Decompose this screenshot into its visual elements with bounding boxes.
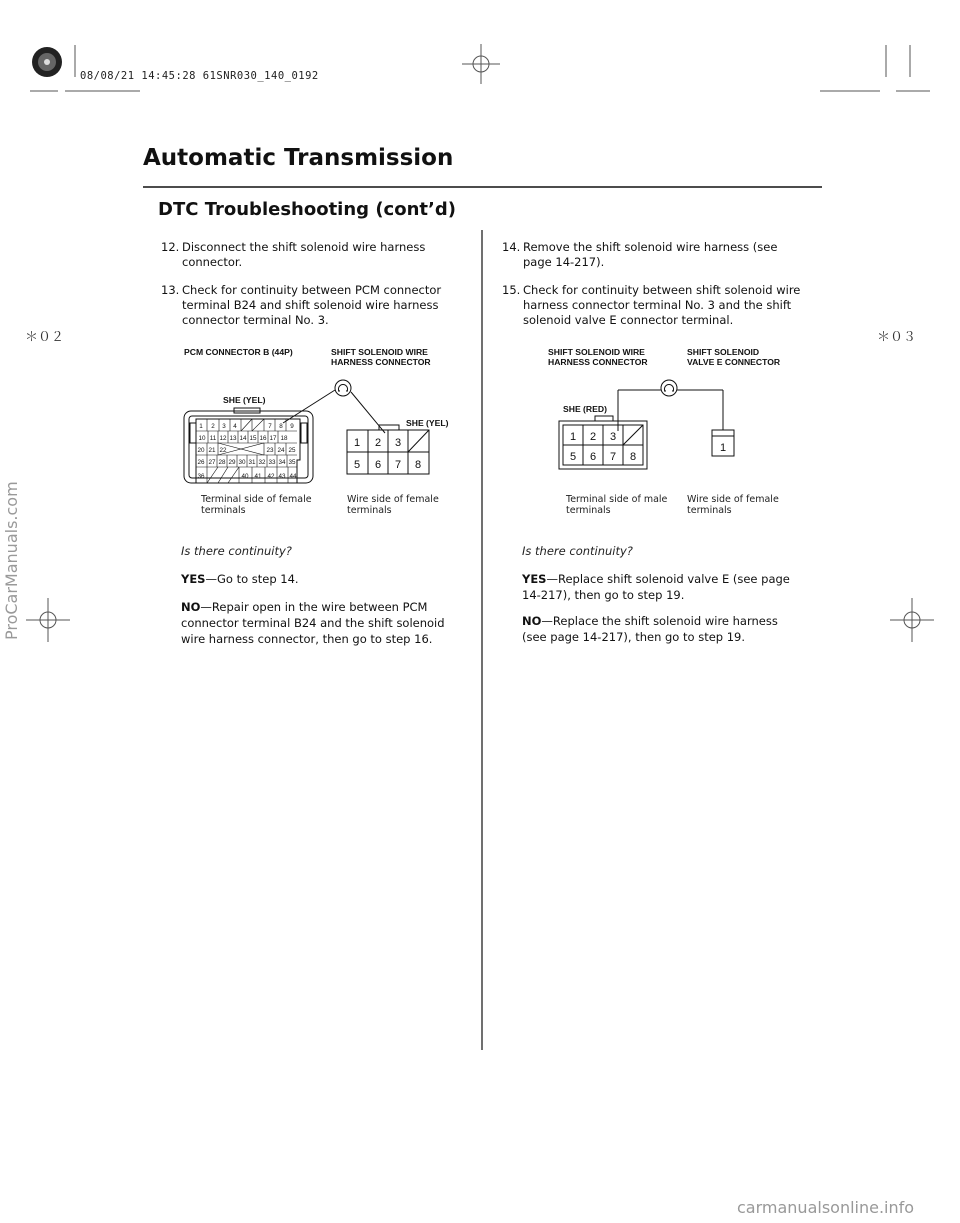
pcm-pin: 24 [277, 447, 285, 454]
yes-label: YES [181, 572, 206, 586]
valve-connector-label: SHIFT SOLENOID VALVE E CONNECTOR [687, 347, 781, 367]
pcm-pin: 31 [248, 459, 256, 466]
answer-no: NO—Replace the shift solenoid wire harness (see page 14-217), then go to step 19. [522, 614, 778, 644]
pcm-pin: 10 [198, 435, 206, 442]
pcm-pin: 34 [278, 459, 286, 466]
continuity-question: Is there continuity? [522, 544, 633, 558]
note-terminal-side: Terminal side of female terminals [201, 494, 312, 516]
harness-pin: 8 [629, 451, 637, 463]
pcm-pin: 7 [268, 423, 272, 430]
pcm-pin: 28 [218, 459, 226, 466]
step-12 [161, 240, 451, 270]
answer-yes: YES—Go to step 14. [181, 572, 299, 586]
note-wire-side: Wire side of female terminals [687, 494, 779, 516]
section-title: DTC Troubleshooting (cont’d) [158, 199, 456, 220]
pcm-pin: 42 [267, 473, 275, 480]
step-text: Check for continuity between shift solenoid wire harness connector terminal No. 3 and the shift solenoid valve E connector terminal. [523, 283, 801, 327]
ref-mark-right: ＊０３ [877, 330, 917, 345]
pcm-pin: 8 [279, 423, 283, 430]
no-label: NO [522, 614, 542, 628]
no-label: NO [181, 600, 201, 614]
footer-watermark: carmanualsonline.info [737, 1198, 915, 1217]
pcm-pin: 15 [249, 435, 257, 442]
harness-pin: 2 [374, 437, 382, 449]
valve-pin: 1 [719, 442, 727, 454]
step-number: 15. [502, 283, 521, 297]
pcm-pin: 30 [238, 459, 246, 466]
yes-text: Go to step 14. [216, 572, 299, 586]
harness-pin: 1 [353, 437, 361, 449]
pcm-pin: 12 [219, 435, 227, 442]
wire-label-harness: SHE (YEL) [406, 418, 449, 428]
pcm-pin: 41 [254, 473, 262, 480]
print-stamp: 08/08/21 14:45:28 61SNR030_140_0192 [80, 70, 319, 82]
pcm-pin: 33 [268, 459, 276, 466]
pcm-pin: 16 [259, 435, 267, 442]
pcm-pin: 22 [219, 447, 227, 454]
wire-label-pcm: SHE (YEL) [223, 395, 266, 405]
pcm-pin: 13 [229, 435, 237, 442]
harness-pin: 6 [589, 451, 597, 463]
answer-yes: YES—Replace shift solenoid valve E (see page 14-217), then go to step 19. [522, 572, 790, 602]
note-wire-side: Wire side of female terminals [347, 494, 439, 516]
answer-no: NO—Repair open in the wire between PCM connector terminal B24 and the shift solenoid wire harness connector, then go to step 16. [181, 600, 445, 646]
step-text: Disconnect the shift solenoid wire harness connector. [182, 240, 426, 269]
harness-pin: 3 [609, 431, 617, 443]
pcm-pin: 21 [208, 447, 216, 454]
pcm-pin: 2 [211, 423, 215, 430]
harness-pin: 7 [394, 459, 402, 471]
pcm-pin: 36 [197, 473, 205, 480]
pcm-pin: 35 [288, 459, 296, 466]
pcm-pin: 14 [239, 435, 247, 442]
step-14 [502, 240, 802, 270]
pcm-pin: 18 [280, 435, 288, 442]
continuity-question: Is there continuity? [181, 544, 292, 558]
page-title: Automatic Transmission [143, 145, 454, 171]
pcm-pin: 32 [258, 459, 266, 466]
step-13 [161, 283, 451, 328]
yes-label: YES [522, 572, 547, 586]
yes-text: Replace shift solenoid valve E (see page 14-217), then go to step 19. [522, 572, 790, 602]
harness-pin: 5 [353, 459, 361, 471]
no-text: Replace the shift solenoid wire harness (see page 14-217), then go to step 19. [522, 614, 778, 644]
pcm-pin: 25 [288, 447, 296, 454]
step-number: 14. [502, 240, 521, 254]
right-wiring-diagram [555, 375, 755, 485]
harness-connector-label: SHIFT SOLENOID WIRE HARNESS CONNECTOR [331, 347, 431, 367]
step-text: Remove the shift solenoid wire harness (see page 14-217). [523, 240, 778, 269]
pcm-pin: 4 [233, 423, 237, 430]
left-wiring-diagram [180, 375, 455, 490]
pcm-pin: 40 [241, 473, 249, 480]
step-text: Check for continuity between PCM connector terminal B24 and shift solenoid wire harness connector terminal No. 3. [182, 283, 442, 327]
pcm-pin: 27 [208, 459, 216, 466]
pcm-pin: 1 [199, 423, 203, 430]
pcm-pin: 44 [289, 473, 297, 480]
pcm-pin: 17 [269, 435, 277, 442]
pcm-connector-label: PCM CONNECTOR B (44P) [184, 347, 293, 357]
harness-pin: 7 [609, 451, 617, 463]
ref-mark-left: ＊０２ [25, 330, 65, 345]
step-15 [502, 283, 802, 328]
pcm-pin: 11 [209, 435, 217, 442]
pcm-pin: 23 [266, 447, 274, 454]
note-terminal-side: Terminal side of male terminals [566, 494, 668, 516]
harness-connector-label: SHIFT SOLENOID WIRE HARNESS CONNECTOR [548, 347, 648, 367]
harness-pin: 5 [569, 451, 577, 463]
pcm-pin: 29 [228, 459, 236, 466]
harness-pin: 1 [569, 431, 577, 443]
side-watermark: ProCarManuals.com [2, 481, 21, 640]
no-text: Repair open in the wire between PCM connector terminal B24 and the shift solenoid wire harness connector, then go to step 16. [181, 600, 445, 646]
step-number: 13. [161, 283, 180, 297]
pcm-pin: 43 [278, 473, 286, 480]
harness-pin: 6 [374, 459, 382, 471]
harness-pin: 2 [589, 431, 597, 443]
step-number: 12. [161, 240, 180, 254]
harness-pin: 8 [414, 459, 422, 471]
pcm-pin: 20 [197, 447, 205, 454]
harness-pin: 3 [394, 437, 402, 449]
pcm-pin: 26 [197, 459, 205, 466]
pcm-pin: 9 [290, 423, 294, 430]
pcm-pin: 3 [222, 423, 226, 430]
wire-label-red: SHE (RED) [563, 404, 607, 414]
